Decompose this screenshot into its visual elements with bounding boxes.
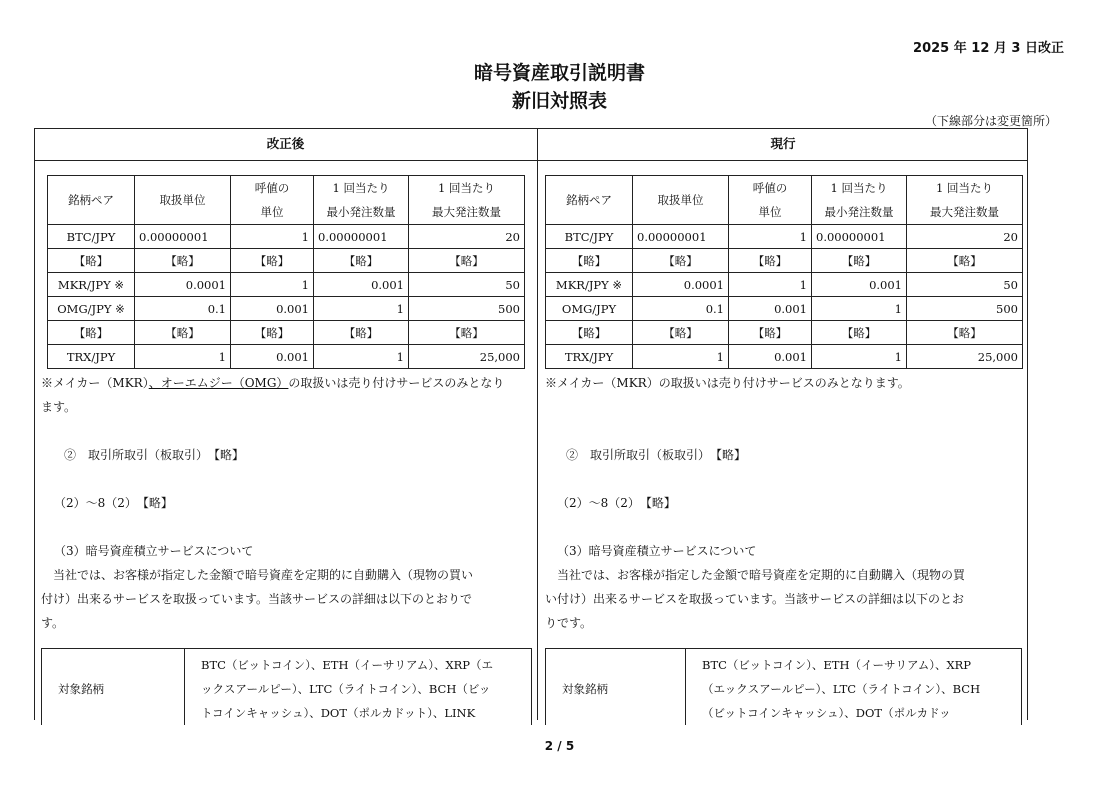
table-row: TRX/JPY 1 0.001 1 25,000 (546, 345, 1023, 369)
pairs-table-current (545, 175, 1023, 369)
table-row: 【略】 【略】 【略】 【略】 【略】 (48, 249, 525, 273)
th-unit: 取扱単位 (135, 176, 231, 225)
exchange-line-revised: ② 取引所取引（板取引） 【略】 (64, 448, 245, 462)
th-unit: 取扱単位 (633, 176, 729, 225)
th-max: 1 回当たり 最大発注数量 (907, 176, 1023, 225)
target-label: 対象銘柄 (546, 649, 686, 726)
section3-body-current: 当社では、お客様が指定した金額で暗号資産を定期的に自動購入（現物の買 い付け）出来るサービスを取扱っています。当該サービスの詳細は以下のとお りです。 (545, 568, 966, 630)
target-list: BTC（ビットコイン）、ETH（イーサリアム）、XRP（エ ックスアールピー）、LTC（ライトコイン）、BCH（ビッ トコインキャッシュ）、DOT（ポルカドット）、LINK (185, 649, 532, 726)
table-row: MKR/JPY ※ 0.0001 1 0.001 50 (48, 273, 525, 297)
table-row: MKR/JPY ※ 0.0001 1 0.001 50 (546, 273, 1023, 297)
th-min: 1 回当たり 最小発注数量 (314, 176, 409, 225)
table-row: BTC/JPY 0.00000001 1 0.00000001 20 (48, 225, 525, 249)
footnote-current: ※メイカー（MKR）の取扱いは売り付けサービスのみとなります。 (545, 376, 910, 390)
column-header-revised: 改正後 (266, 136, 305, 151)
exchange-line-current: ② 取引所取引（板取引） 【略】 (566, 448, 747, 462)
th-pair: 銘柄ペア (48, 176, 135, 225)
th-tick: 呼値の 単位 (729, 176, 812, 225)
th-pair: 銘柄ペア (546, 176, 633, 225)
column-divider (537, 128, 538, 720)
header-rule (34, 160, 1028, 161)
th-max: 1 回当たり 最大発注数量 (409, 176, 525, 225)
table-row: 【略】 【略】 【略】 【略】 【略】 (546, 321, 1023, 345)
table-row: 【略】 【略】 【略】 【略】 【略】 (48, 321, 525, 345)
footnote-revised: ※メイカー（MKR）、オーエムジー（OMG）の取扱いは売り付けサービスのみとなり ます。 (41, 376, 505, 414)
table-row: BTC/JPY 0.00000001 1 0.00000001 20 (546, 225, 1023, 249)
table-row: OMG/JPY 0.1 0.001 1 500 (546, 297, 1023, 321)
document-subtitle: 新旧対照表 (511, 90, 607, 112)
pairs-table-revised (47, 175, 525, 369)
section3-body-revised: 当社では、お客様が指定した金額で暗号資産を定期的に自動購入（現物の買い 付け）出来るサービスを取扱っています。当該サービスの詳細は以下のとおりで す。 (41, 568, 474, 630)
revision-date: 2025 年 12 月 3 日改正 (913, 41, 1064, 56)
section3-title-revised: （3）暗号資産積立サービスについて (54, 544, 254, 558)
table-row: TRX/JPY 1 0.001 1 25,000 (48, 345, 525, 369)
underline-note: （下線部分は変更箇所） (924, 114, 1057, 128)
page-number: 2 / 5 (544, 739, 575, 753)
section-range-revised: （2）～8（2） 【略】 (54, 496, 173, 510)
table-row: 【略】 【略】 【略】 【略】 【略】 (546, 249, 1023, 273)
target-table-revised (41, 648, 532, 725)
th-min: 1 回当たり 最小発注数量 (812, 176, 907, 225)
section-range-current: （2）～8（2） 【略】 (557, 496, 676, 510)
column-header-current: 現行 (770, 136, 796, 151)
target-table-current (545, 648, 1022, 725)
target-label: 対象銘柄 (42, 649, 185, 726)
section3-title-current: （3）暗号資産積立サービスについて (557, 544, 757, 558)
th-tick: 呼値の 単位 (231, 176, 314, 225)
table-row: OMG/JPY ※ 0.1 0.001 1 500 (48, 297, 525, 321)
document-title: 暗号資産取引説明書 (473, 62, 645, 84)
target-list: BTC（ビットコイン）、ETH（イーサリアム）、XRP （エックスアールピー）、LTC（ライトコイン）、BCH （ビットコインキャッシュ）、DOT（ポルカドッ (686, 649, 1022, 726)
